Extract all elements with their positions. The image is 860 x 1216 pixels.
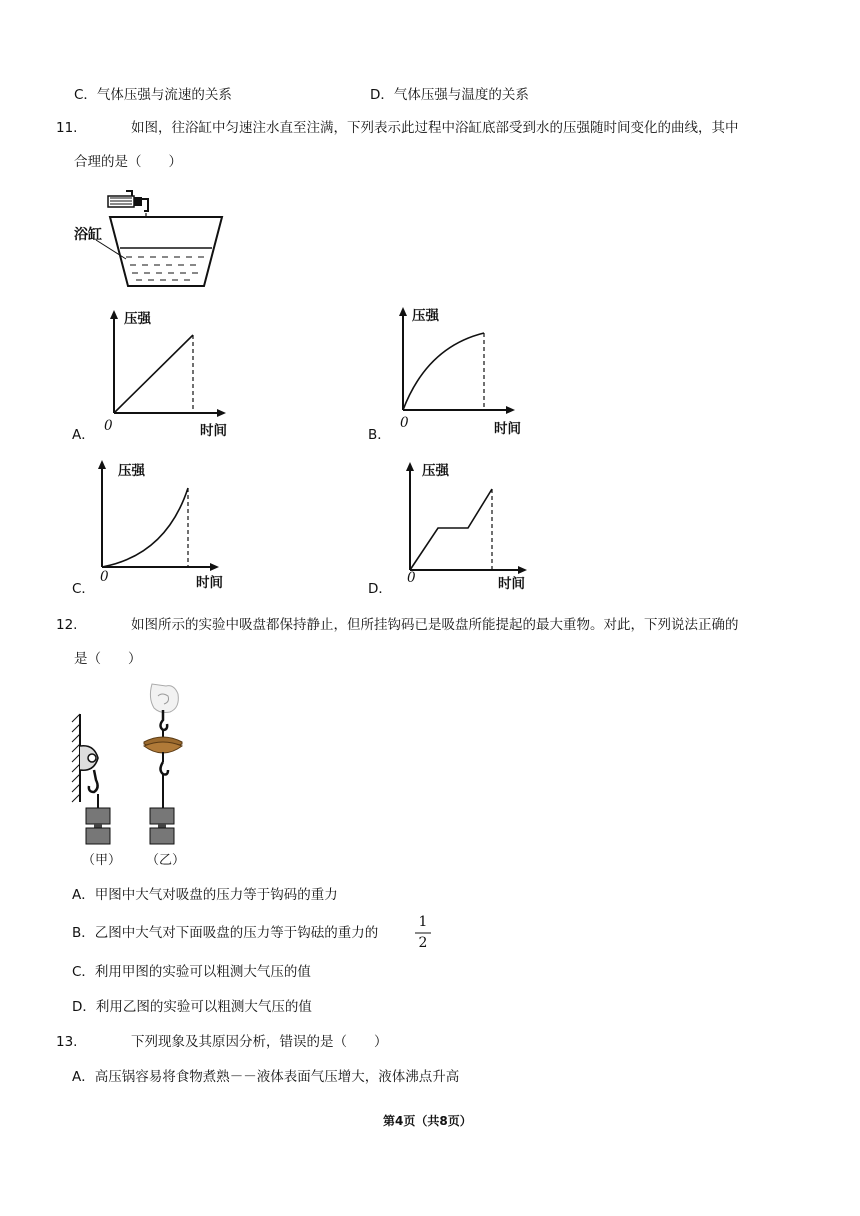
page-footer: 第4页（共8页） [383,1114,472,1128]
graph-c-origin: 0 [100,569,109,585]
figure-label-yi: （乙） [146,853,186,868]
q13-number: 13. [56,1034,78,1050]
q13-option-a: A．高压锅容易将食物煮熟－－液体表面气压增大，液体沸点升高 [72,1069,460,1085]
bathtub-label: 浴缸 [74,227,102,243]
graph-d-ylabel: 压强 [422,463,449,479]
suction-cup-figure [70,684,200,854]
q12-option-c: C．利用甲图的实验可以粗测大气压的值 [72,964,311,980]
option-d-label: D． [368,581,392,597]
q12-stem-line1: 如图所示的实验中吸盘都保持静止，但所挂钩码已是吸盘所能提起的最大重物。对此，下列说法正确的 [131,617,739,633]
option-b-label: B． [368,427,391,443]
fraction-numerator: 1 [418,914,428,930]
prev-option-d: D．气体压强与温度的关系 [370,87,529,103]
fraction-bar [415,932,431,934]
graph-d-origin: 0 [407,570,416,586]
q12-number: 12. [56,617,78,633]
q11-stem-line1: 如图，往浴缸中匀速注水直至注满，下列表示此过程中浴缸底部受到水的压强随时间变化的曲线，其中 [131,120,739,136]
prev-option-c: C．气体压强与流速的关系 [74,87,232,103]
graph-c-xlabel: 时间 [196,575,223,591]
graph-a-origin: 0 [104,418,113,434]
graph-b-xlabel: 时间 [494,421,521,437]
q12-option-a: A．甲图中大气对吸盘的压力等于钩码的重力 [72,887,338,903]
q12-stem-line2: 是（ ） [74,651,142,667]
graph-b-ylabel: 压强 [412,308,439,324]
graph-c-ylabel: 压强 [118,463,145,479]
graph-a-xlabel: 时间 [200,423,227,439]
figure-label-jia: （甲） [82,853,122,868]
q12-option-d: D．利用乙图的实验可以粗测大气压的值 [72,999,312,1015]
q13-stem: 下列现象及其原因分析，错误的是（ ） [131,1034,388,1050]
option-a-label: A． [72,427,95,443]
graph-b-origin: 0 [400,415,409,431]
graph-a-ylabel: 压强 [124,311,151,327]
graph-d-xlabel: 时间 [498,576,525,592]
q11-stem-line2: 合理的是（ ） [74,154,182,170]
q12-option-b: B．乙图中大气对下面吸盘的压力等于钩砝的重力的 [72,925,379,941]
fraction-denominator: 2 [418,935,428,951]
q11-number: 11. [56,120,78,136]
option-c-label: C． [72,581,95,597]
